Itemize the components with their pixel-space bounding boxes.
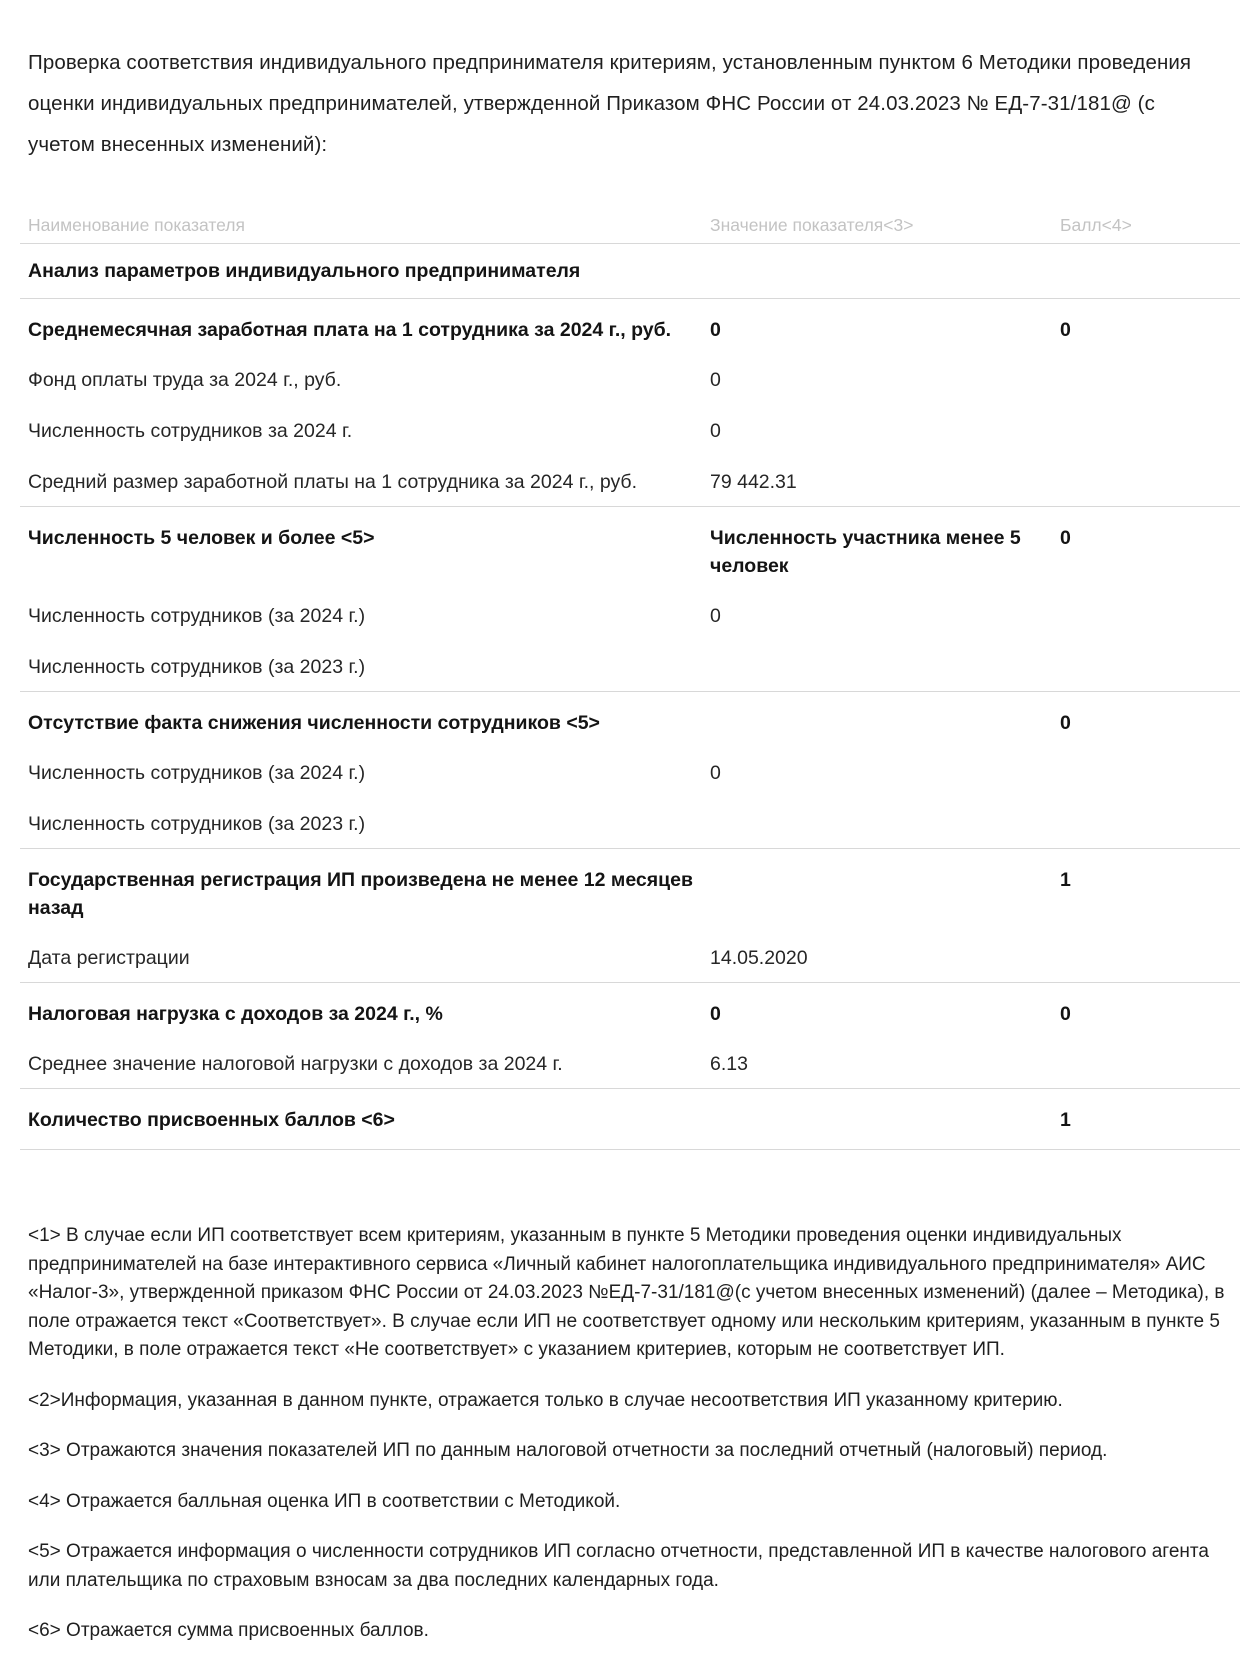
row-label: Численность 5 человек и более <5> [28,527,375,549]
row-score: 0 [1060,319,1071,341]
table-row [20,455,1240,506]
row-label: Численность сотрудников (за 2024 г.) [28,605,366,627]
intro-paragraph: Проверка соответствия индивидуального предпринимателя критериям, установленным пунктом 6 Методики проведения оценки индивидуальных предпринимателей, утвержденной Приказом ФНС России от 24.03.2023 № ЕД-7-31/181@ (с учетом внесенных изменений): [28,51,1192,156]
column-header-value: Значение показателя<3> [710,215,914,235]
table-header-row [20,209,1240,243]
row-label: Численность сотрудников (за 2023 г.) [28,656,366,678]
row-label: Фонд оплаты труда за 2024 г., руб. [28,369,342,391]
row-label: Налоговая нагрузка с доходов за 2024 г., % [28,1003,443,1025]
row-value: 0 [710,369,721,391]
footnote-2: <2>Информация, указанная в данном пункте, отражается только в случае несоответствия ИП указанному критерию. [28,1389,1063,1411]
table-row-total [20,1088,1240,1149]
row-label: Государственная регистрация ИП произведена не менее 12 месяцев назад [28,869,693,919]
footnote-3: <3> Отражаются значения показателей ИП по данным налоговой отчетности за последний отчетный (налоговый) период. [28,1440,1108,1461]
section-title-value-spacer [710,258,1060,259]
table-bottom-rule [20,1149,1240,1150]
column-header-name: Наименование показателя [28,215,245,235]
table-row [20,589,1240,640]
row-score: 0 [1060,527,1071,549]
table-row [20,691,1240,746]
section-title-row [20,243,1240,298]
row-label: Численность сотрудников (за 2024 г.) [28,762,366,784]
section-title-score-spacer [1060,258,1240,259]
row-label: Численность сотрудников (за 2023 г.) [28,813,366,835]
row-value: 6.13 [710,1053,748,1075]
table-row [20,404,1240,455]
row-score: 1 [1060,869,1071,891]
section-title: Анализ параметров индивидуального предпринимателя [28,260,581,282]
table-row [20,746,1240,797]
footnote-5: <5> Отражается информация о численности сотрудников ИП согласно отчетности, представленной ИП в качестве налогового агента или плательщика по страховым взносам за два последних календарных года. [28,1541,1209,1591]
row-label: Отсутствие факта снижения численности сотрудников <5> [28,712,600,734]
table-row [20,640,1240,691]
row-value: 79 442.31 [710,471,797,493]
table-row [20,298,1240,353]
row-value: 0 [710,605,721,627]
row-value: 0 [710,1003,721,1025]
row-label: Дата регистрации [28,947,190,969]
row-label: Численность сотрудников за 2024 г. [28,420,353,442]
row-score: 1 [1060,1109,1071,1131]
row-label: Среднее значение налоговой нагрузки с доходов за 2024 г. [28,1053,563,1075]
table-row [20,353,1240,404]
row-value: Численность участника менее 5 человек [710,527,1021,577]
row-value: 0 [710,420,721,442]
table-row [20,982,1240,1037]
table-row [20,1037,1240,1088]
criteria-table [0,209,1260,1150]
column-header-score: Балл<4> [1060,215,1132,235]
footnote-6: <6> Отражается сумма присвоенных баллов. [28,1620,429,1641]
row-value: 14.05.2020 [710,947,808,969]
footnote-1: <1> В случае если ИП соответствует всем критериям, указанным в пункте 5 Методики проведения оценки индивидуальных предпринимателей на базе интерактивного сервиса «Личный кабинет налогоплательщика индивидуального предпринимателя» АИС «Налог-3», утвержденной приказом ФНС России от 24.03.2023 №ЕД-7-31/181@(с учетом внесенных изменений) (далее – Методика), в поле отражается текст «Соответствует». В случае если ИП не соответствует одному или нескольким критериям, указанным в пункте 5 Методики, в поле отражается текст «Не соответствует» с указанием критериев, которым не соответствует ИП. [28,1225,1225,1360]
table-row [20,848,1240,931]
footnote-4: <4> Отражается балльная оценка ИП в соответствии с Методикой. [28,1490,621,1512]
table-row [20,931,1240,982]
row-score: 0 [1060,1003,1071,1025]
row-label: Средний размер заработной платы на 1 сотрудника за 2024 г., руб. [28,471,638,493]
row-value: 0 [710,762,721,784]
row-value: 0 [710,319,721,341]
table-row [20,797,1240,848]
footnotes-section [0,1222,1260,1676]
row-label: Количество присвоенных баллов <6> [28,1109,395,1131]
table-row [20,506,1240,589]
row-score: 0 [1060,712,1071,734]
row-label: Среднемесячная заработная плата на 1 сотрудника за 2024 г., руб. [28,319,672,341]
